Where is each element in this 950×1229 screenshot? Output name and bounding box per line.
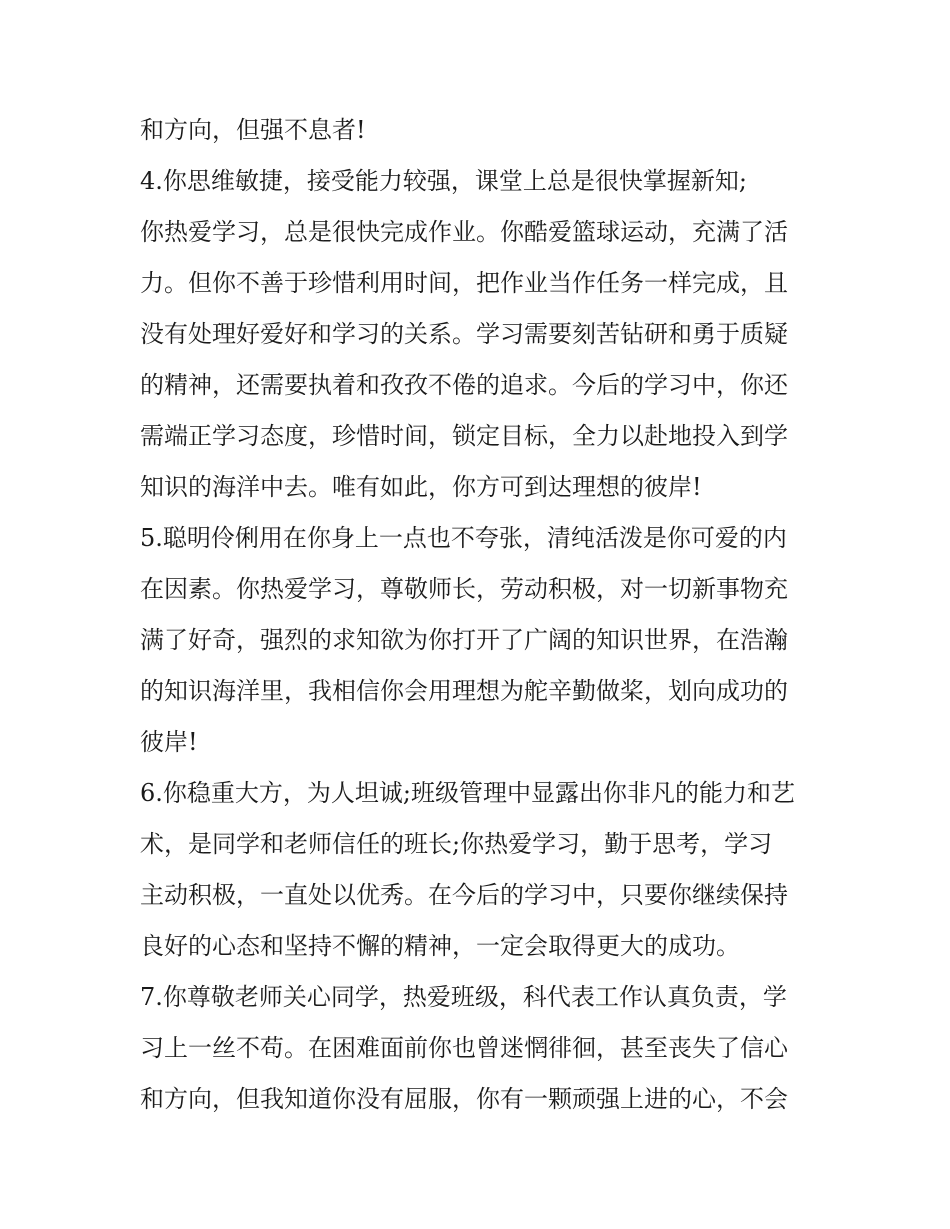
text-line: 4.你思维敏捷，接受能力较强，课堂上总是很快掌握新知; bbox=[140, 167, 747, 195]
text-line: 满了好奇，强烈的求知欲为你打开了广阔的知识世界，在浩瀚 bbox=[140, 626, 788, 654]
text-line: 7.你尊敬老师关心同学，热爱班级，科代表工作认真负责，学 bbox=[140, 983, 787, 1011]
text-line: 术，是同学和老师信任的班长;你热爱学习，勤于思考，学习 bbox=[140, 830, 773, 858]
text-line: 和方向，但我知道你没有屈服，你有一颗顽强上进的心，不会 bbox=[140, 1085, 788, 1113]
text-line: 没有处理好爱好和学习的关系。学习需要刻苦钻研和勇于质疑 bbox=[140, 320, 788, 348]
text-line: 力。但你不善于珍惜利用时间，把作业当作任务一样完成，且 bbox=[140, 269, 788, 297]
text-line: 知识的海洋中去。唯有如此，你方可到达理想的彼岸! bbox=[140, 473, 702, 501]
text-line: 在因素。你热爱学习，尊敬师长，劳动积极，对一切新事物充 bbox=[140, 575, 788, 603]
text-line: 6.你稳重大方，为人坦诚;班级管理中显露出你非凡的能力和艺 bbox=[140, 779, 795, 807]
text-line: 你热爱学习，总是很快完成作业。你酷爱篮球运动，充满了活 bbox=[140, 218, 788, 246]
text-line: 主动积极，一直处以优秀。在今后的学习中，只要你继续保持 bbox=[140, 881, 788, 909]
text-line: 良好的心态和坚持不懈的精神，一定会取得更大的成功。 bbox=[140, 932, 740, 960]
document-body bbox=[140, 108, 820, 1128]
text-line: 习上一丝不苟。在困难面前你也曾迷惘徘徊，甚至丧失了信心 bbox=[140, 1034, 788, 1062]
text-line: 需端正学习态度，珍惜时间，锁定目标，全力以赴地投入到学 bbox=[140, 422, 788, 450]
text-line: 的精神，还需要执着和孜孜不倦的追求。今后的学习中，你还 bbox=[140, 371, 788, 399]
text-line: 彼岸! bbox=[140, 728, 198, 756]
text-line: 5.聪明伶俐用在你身上一点也不夸张，清纯活泼是你可爱的内 bbox=[140, 524, 787, 552]
text-line: 和方向，但强不息者! bbox=[140, 116, 366, 144]
text-line: 的知识海洋里，我相信你会用理想为舵辛勤做桨，划向成功的 bbox=[140, 677, 788, 705]
